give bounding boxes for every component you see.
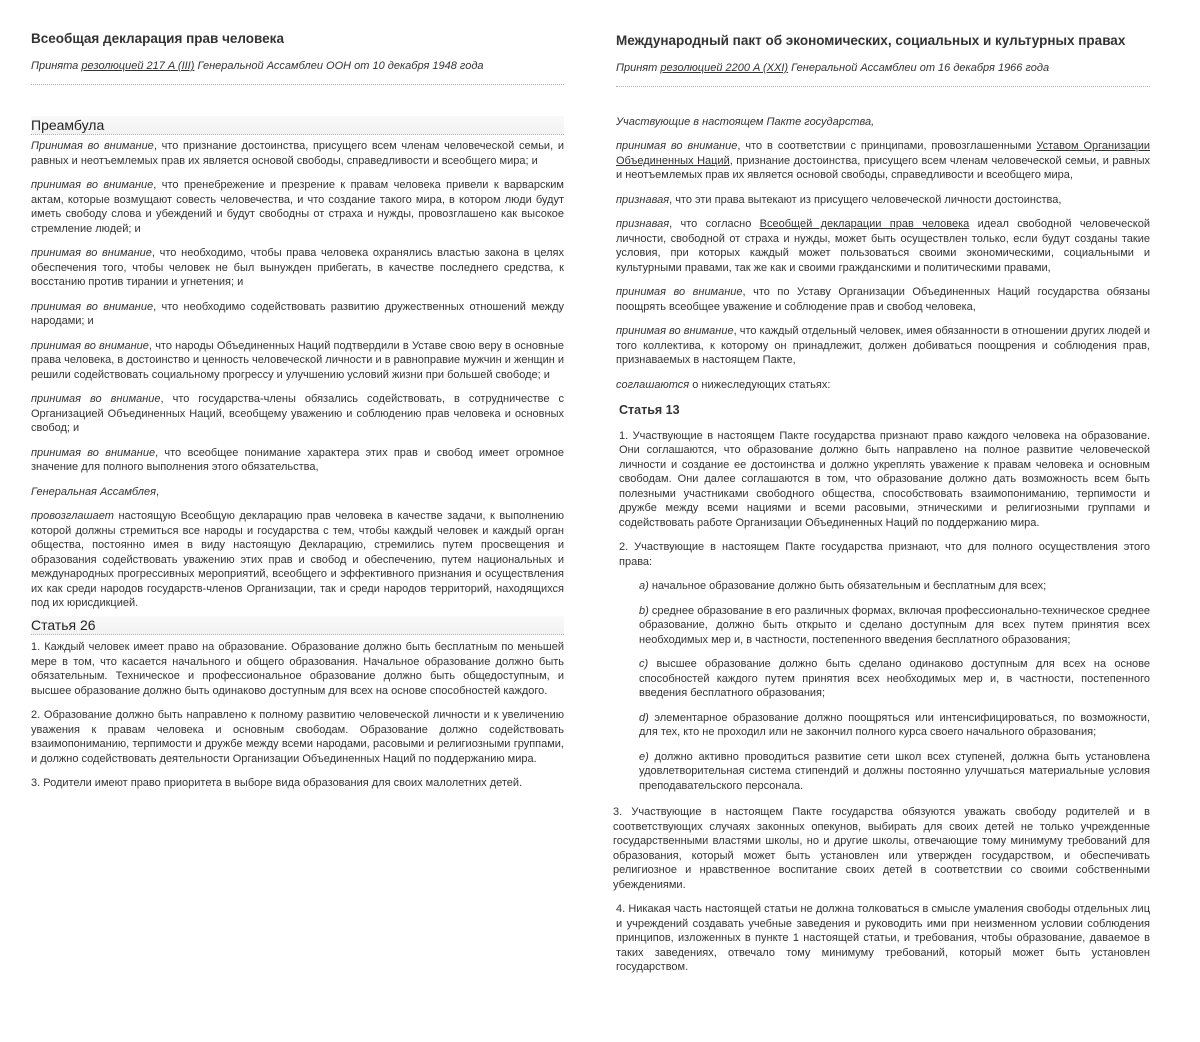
icescr-adopted-note: Принят резолюцией 2200 A (XXI) Генеральной Ассамблеи от 16 декабря 1966 года	[616, 61, 1150, 87]
preamble-heading: Преамбула	[31, 116, 564, 136]
list-item: d) элементарное образование должно поощряться или интенсифицироваться, по возможности, для тех, кто не проходил или не закончил полного курса своего начального образования;	[639, 711, 1150, 738]
covenant-preamble-paragraph: принимая во внимание, что каждый отдельный человек, имея обязанности в отношении других людей и того коллектива, к которому он принадлежит, должен добиваться поощрения и соблюдения прав, признаваемых в настоящем Пакте,	[616, 325, 1150, 366]
article-13-clause: 3. Участвующие в настоящем Пакте государства обязуются уважать свободу родителей и в соответствующих случаях законных опекунов, выбирать для своих детей не только учрежденные государственными властями школы, но и другие школы, отвечающие тому минимуму требований для образования, который может быть установлен или утвержден государством, и обеспечивать религиозное и нравственное воспитание своих детей в соответствии со своими собственными убеждениями.	[613, 806, 1150, 891]
udhr-link[interactable]: Всеобщей декларации прав человека	[759, 218, 970, 230]
list-item: e) должно активно проводиться развитие сети школ всех ступеней, должна быть установлена удовлетворительная система стипендий и должны постоянно улучшаться материальные условия преподавательского персонала.	[639, 750, 1150, 792]
preamble-proclamation: провозглашает настоящую Всеобщую декларацию прав человека в качестве задачи, к выполнению которой должны стремиться все народы и государства с тем, чтобы каждый человек и каждый орган общества, постоянно имея в виду настоящую Декларацию, стремились путем просвещения и образования содействовать уважению этих прав и свобод и обеспечению, путем национальных и международных прогрессивных мероприятий, всеобщего и эффективного признания и осуществления их как среди народов государств-членов Организации, так и среди народов территорий, находящихся под их юрисдикцией.	[31, 510, 564, 609]
preamble-paragraph: принимая во внимание, что всеобщее понимание характера этих прав и свобод имеет огромное значение для полного выполнения этого обязательства,	[31, 446, 564, 473]
article-26-clause: 1. Каждый человек имеет право на образование. Образование должно быть бесплатным по меньшей мере в том, что касается начального и общего образования. Начальное образование должно быть обязательным. Техническое и профессиональное образование должно быть общедоступным, и высшее образование должно быть одинаково доступным для всех на основе способностей каждого.	[31, 641, 564, 697]
article-13-clause: 4. Никакая часть настоящей статьи не должна толковаться в смысле умаления свободы отдельных лиц и учреждений создавать учебные заведения и руководить ими при неизменном условии соблюдения принципов, изложенных в пункте 1 настоящей статьи, и требования, чтобы образование, даваемое в таких заведениях, отвечало тому минимуму требований, который может быть установлен государством.	[616, 903, 1150, 973]
covenant-preamble-paragraph: признавая, что согласно Всеобщей декларации прав человека идеал свободной человеческой личности, свободной от страха и нужды, может быть осуществлен только, если будут созданы такие условия, при которых каждый может пользоваться своими экономическими, социальными и культурными правами, так же как и своими гражданскими и политическими правами,	[616, 218, 1150, 274]
preamble-paragraph: Генеральная Ассамблея,	[31, 485, 160, 498]
covenant-preamble-paragraph: принимая во внимание, что по Уставу Организации Объединенных Наций государства обязаны поощрять всеобщее уважение и соблюдение прав и свобод человека,	[616, 286, 1150, 313]
udhr-adopted-note: Принята резолюцией 217 A (III) Генеральной Ассамблеи ООН от 10 декабря 1948 года	[31, 59, 564, 85]
udhr-column	[31, 0, 564, 791]
article-13-subitems	[616, 579, 1150, 793]
article-13-heading: Статья 13	[619, 403, 680, 417]
icescr-column	[613, 0, 1150, 975]
covenant-preamble-paragraph: признавая, что эти права вытекают из присущего человеческой личности достоинства,	[616, 193, 1062, 206]
list-item: c) высшее образование должно быть сделано одинаково доступным для всех на основе способностей каждого путем принятия всех необходимых мер и, в частности, постепенного введения бесплатного образования;	[639, 658, 1150, 699]
article-26-heading: Статья 26	[31, 616, 564, 636]
article-13-clause: 1. Участвующие в настоящем Пакте государства признают право каждого человека на образование. Они соглашаются, что образование должно быть направлено на полное развитие человеческой личности и создание ее достоинства и должно укреплять уважение к правам человека и основным свободам. Они далее соглашаются в том, что образование должно дать возможность всем быть полезными участниками свободного общества, способствовать взаимопониманию, терпимости и дружбе между всеми нациями и всеми расовыми, этническими и религиозными группами и содействовать работе Организации Объединенных Наций по поддержанию мира.	[619, 429, 1150, 529]
list-item: a) начальное образование должно быть обязательным и бесплатным для всех;	[639, 580, 1047, 592]
covenant-preamble-paragraph: соглашаются о нижеследующих статьях:	[616, 378, 831, 391]
preamble-paragraph: принимая во внимание, что государства-члены обязались содействовать, в сотрудничестве с Организацией Объединенных Наций, всеобщему уважению и соблюдению прав человека и основных свобод; и	[31, 393, 564, 434]
preamble-paragraph: принимая во внимание, что народы Объединенных Наций подтвердили в Уставе свою веру в основные права человека, в достоинство и ценность человеческой личности и в равноправие мужчин и женщин и решили содействовать социальному прогрессу и улучшению условий жизни при большей свободе; и	[31, 339, 565, 381]
preamble-paragraph: принимая во внимание, что необходимо содействовать развитию дружественных отношений между народами; и	[31, 300, 564, 327]
un-charter-link[interactable]: Уставом Организации Объединенных Наций	[616, 140, 1150, 167]
covenant-preamble-paragraph: принимая во внимание, что в соответствии с принципами, провозглашенными Уставом Организации Объединенных Наций, признание достоинства, присущего всем членам человеческой семьи, и равных и неотъемлемых прав их является основой свободы, справедливости и всеобщего мира,	[616, 140, 1150, 181]
article-13-clause: 2. Участвующие в настоящем Пакте государства признают, что для полного осуществления этого права:	[619, 541, 1150, 568]
preamble-paragraph: Принимая во внимание, что признание достоинства, присущего всем членам человеческой семьи, и равных и неотъемлемых прав их является основой свободы, справедливости и всеобщего мира; и	[31, 140, 564, 167]
preamble-paragraph: принимая во внимание, что пренебрежение и презрение к правам человека привели к варварским актам, которые возмущают совесть человечества, и что создание такого мира, в котором люди будут иметь свободу слова и убеждений и будут свободны от страха и нужды, провозглашено как высокое стремление людей; и	[31, 179, 564, 235]
icescr-title: Международный пакт об экономических, социальных и культурных правах	[616, 33, 1126, 48]
resolution-217-link[interactable]: резолюцией 217 A (III)	[81, 60, 195, 72]
covenant-intro: Участвующие в настоящем Пакте государства,	[616, 115, 875, 128]
list-item: b) среднее образование в его различных формах, включая профессионально-техническое среднее образование, должно быть открыто и сделано доступным для всех путем принятия всех необходимых мер и, в частности, постепенного введения бесплатного образования;	[639, 604, 1150, 646]
article-26-clause: 2. Образование должно быть направлено к полному развитию человеческой личности и к увеличению уважения к правам человека и основным свободам. Образование должно содействовать взаимопониманию, терпимости и дружбе между всеми народами, расовыми и религиозными группами, и должно содействовать деятельности Организации Объединенных Наций по поддержанию мира.	[31, 709, 564, 765]
resolution-2200-link[interactable]: резолюцией 2200 A (XXI)	[660, 62, 789, 74]
article-26-clause: 3. Родители имеют право приоритета в выборе вида образования для своих малолетних детей.	[31, 777, 523, 789]
preamble-paragraph: принимая во внимание, что необходимо, чтобы права человека охранялись властью закона в целях обеспечения того, чтобы человек не был вынужден прибегать, в качестве последнего средства, к восстанию против тирании и угнетения; и	[31, 247, 564, 288]
udhr-title: Всеобщая декларация прав человека	[31, 31, 284, 46]
